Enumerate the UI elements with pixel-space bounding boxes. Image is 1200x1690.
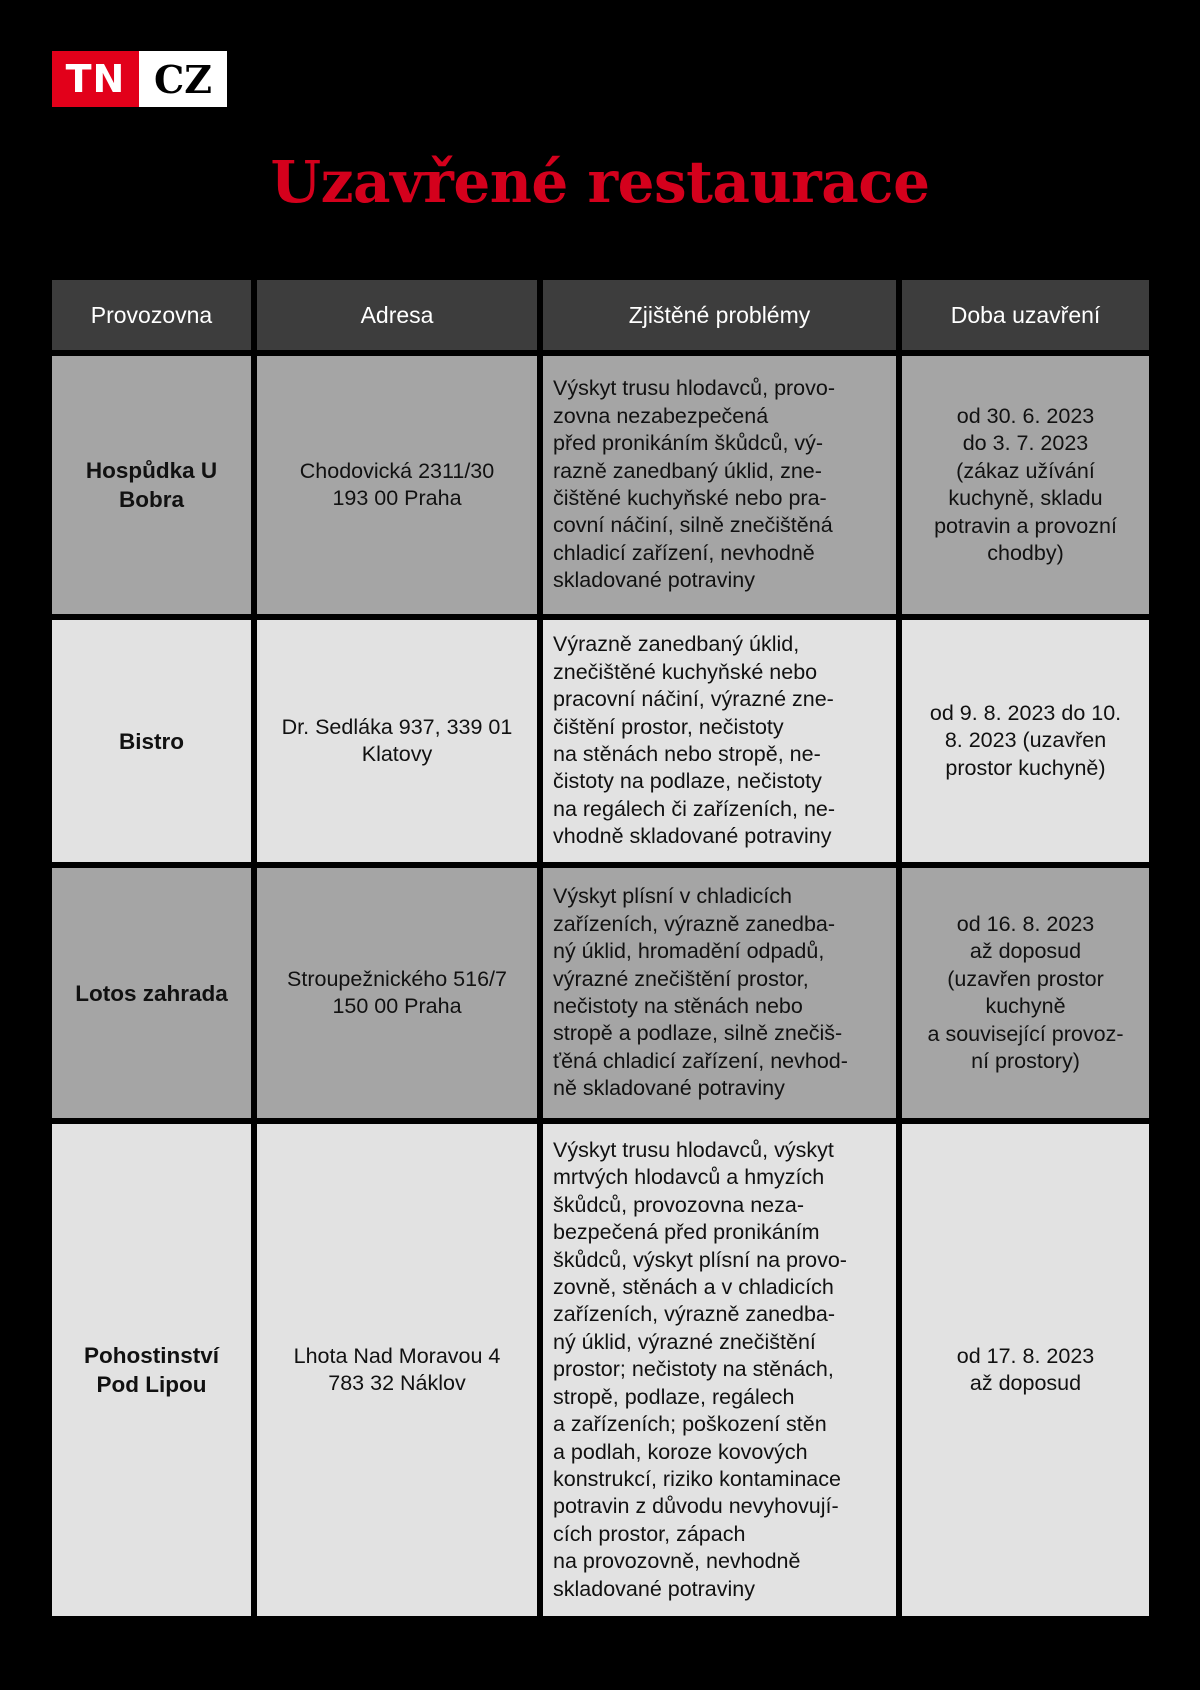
page-title: Uzavřené restaurace xyxy=(270,148,930,216)
cell-closure: od 16. 8. 2023 až doposud (uzavřen prostor kuchyně a související provoz- ní prostory) xyxy=(902,868,1149,1118)
cell-name: Pohostinství Pod Lipou xyxy=(52,1124,251,1616)
cell-closure: od 9. 8. 2023 do 10. 8. 2023 (uzavřen prostor kuchyně) xyxy=(902,620,1149,862)
header-problemy: Zjištěné problémy xyxy=(543,280,896,350)
restaurants-table xyxy=(52,280,1149,1616)
logo-cz-part: CZ xyxy=(139,51,227,107)
cell-problems: Výskyt plísní v chladicích zařízeních, výrazně zanedba- ný úklid, hromadění odpadů, výrazné znečištění prostor, nečistoty na stěnách nebo stropě a podlaze, silně znečiš- ťěná chladicí zařízení, nevhod- ně skladované potraviny xyxy=(543,868,896,1118)
cell-problems: Výskyt trusu hlodavců, provo- zovna nezabezpečená před pronikáním škůdců, vý- razně zanedbaný úklid, zne- čištěné kuchyňské nebo pra- covní náčiní, silně znečištěná chladicí zařízení, nevhodně skladované potraviny xyxy=(543,356,896,614)
cell-name: Lotos zahrada xyxy=(52,868,251,1118)
header-adresa: Adresa xyxy=(257,280,537,350)
header-provozovna: Provozovna xyxy=(52,280,251,350)
cell-problems: Výrazně zanedbaný úklid, znečištěné kuchyňské nebo pracovní náčiní, výrazné zne- čištění prostor, nečistoty na stěnách nebo stropě, ne- čistoty na podlaze, nečistoty na regálech či zařízeních, ne- vhodně skladované potraviny xyxy=(543,620,896,862)
cell-address: Lhota Nad Moravou 4 783 32 Náklov xyxy=(257,1124,537,1616)
header-doba-uzavreni: Doba uzavření xyxy=(902,280,1149,350)
cell-address: Dr. Sedláka 937, 339 01 Klatovy xyxy=(257,620,537,862)
cell-address: Stroupežnického 516/7 150 00 Praha xyxy=(257,868,537,1118)
cell-name: Bistro xyxy=(52,620,251,862)
logo-tn-part: TN xyxy=(52,51,139,107)
cell-closure: od 30. 6. 2023 do 3. 7. 2023 (zákaz užívání kuchyně, skladu potravin a provozní chodby) xyxy=(902,356,1149,614)
cell-closure: od 17. 8. 2023 až doposud xyxy=(902,1124,1149,1616)
cell-address: Chodovická 2311/30 193 00 Praha xyxy=(257,356,537,614)
cell-problems: Výskyt trusu hlodavců, výskyt mrtvých hlodavců a hmyzích škůdců, provozovna neza- bezpečená před pronikáním škůdců, výskyt plísní na provo- zovně, stěnách a v chladicích zařízeních, výrazně zanedba- ný úklid, výrazné znečištění prostor; nečistoty na stěnách, stropě, podlaze, regálech a zařízeních; poškození stěn a podlah, koroze kovových konstrukcí, riziko kontaminace potravin z důvodu nevyhovují- cích prostor, zápach na provozovně, nevhodně skladované potraviny xyxy=(543,1124,896,1616)
tn-cz-logo xyxy=(52,51,227,107)
cell-name: Hospůdka U Bobra xyxy=(52,356,251,614)
